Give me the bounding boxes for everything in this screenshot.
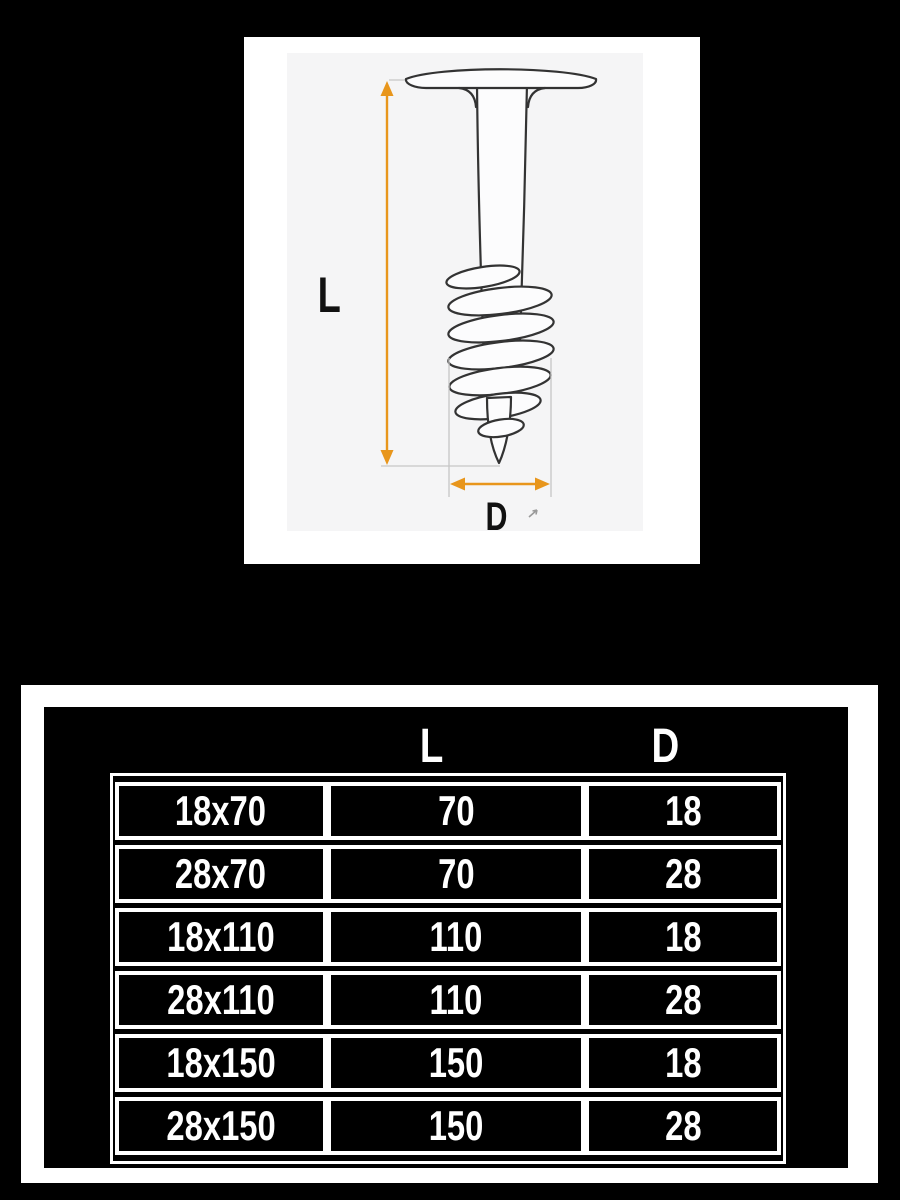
cell-diameter: 18 [585, 908, 781, 966]
table-row [115, 1097, 781, 1155]
length-label: L [317, 267, 341, 323]
cell-length: 150 [327, 1097, 585, 1155]
screw-diagram [406, 69, 596, 463]
cell-length: 70 [327, 782, 585, 840]
cell-diameter: 28 [585, 1097, 781, 1155]
cell-length: 70 [327, 845, 585, 903]
table-row [115, 971, 781, 1029]
diameter-label: D [485, 495, 507, 539]
cell-length: 150 [327, 1034, 585, 1092]
table-row [115, 845, 781, 903]
cell-size: 28x70 [115, 845, 327, 903]
cell-diameter: 28 [585, 971, 781, 1029]
drawing-area [287, 53, 643, 539]
spec-panel [21, 685, 878, 1183]
cell-size: 28x150 [115, 1097, 327, 1155]
cell-size: 28x110 [115, 971, 327, 1029]
cell-length: 110 [327, 908, 585, 966]
cell-size: 18x70 [115, 782, 327, 840]
table-row [115, 782, 781, 840]
table-header-diameter: D [651, 720, 679, 773]
spec-table [110, 773, 786, 1164]
table-header-length: L [420, 720, 444, 773]
product-card [244, 37, 700, 564]
table-row [115, 1034, 781, 1092]
cell-size: 18x150 [115, 1034, 327, 1092]
cell-size: 18x110 [115, 908, 327, 966]
cell-diameter: 18 [585, 1034, 781, 1092]
cell-length: 110 [327, 971, 585, 1029]
spec-panel-inner [44, 707, 848, 1168]
cell-diameter: 28 [585, 845, 781, 903]
table-row [115, 908, 781, 966]
diameter-dimension-arrow [450, 478, 550, 491]
length-dimension-arrow [381, 81, 394, 465]
cell-diameter: 18 [585, 782, 781, 840]
cursor-artifact [529, 510, 537, 517]
